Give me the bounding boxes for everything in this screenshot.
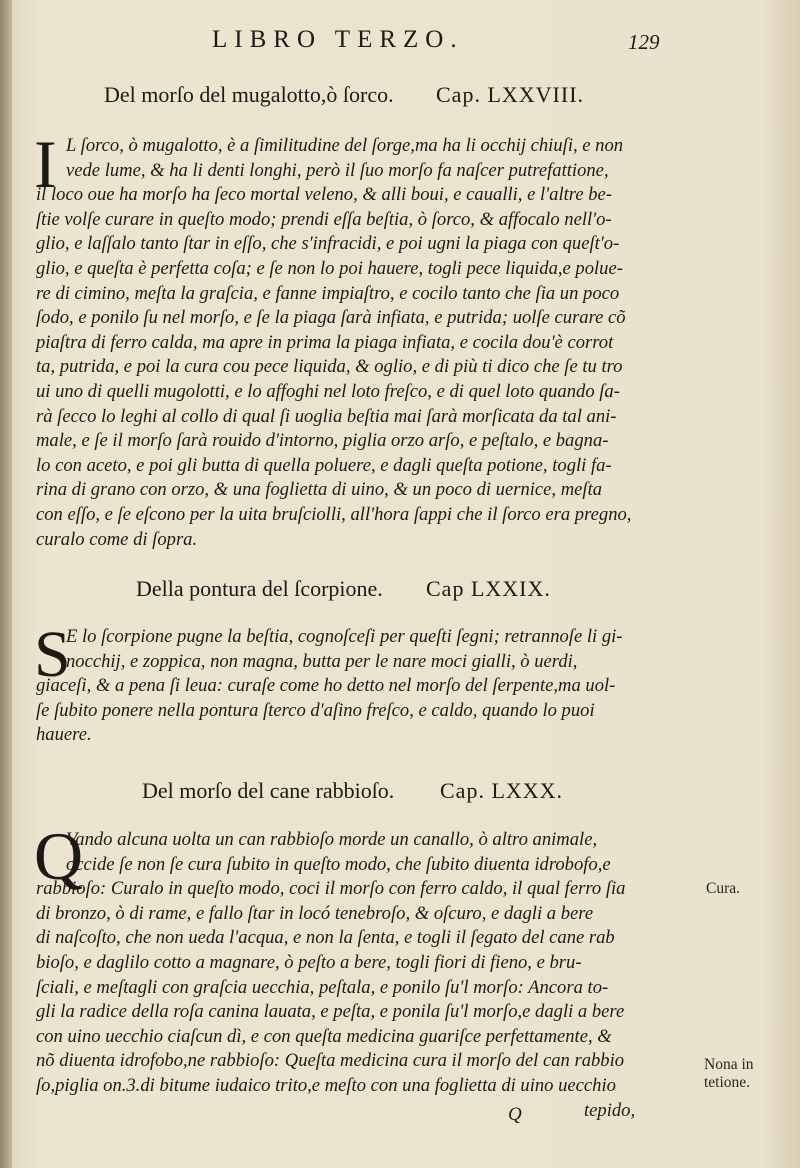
text-line: ui uno di quelli mugolotti, e lo affoghi nel loto freſco, e di quel loto quando ſa- bbox=[36, 380, 620, 402]
text-line: hauere. bbox=[36, 724, 92, 746]
text-line: E lo ſcorpione pugne la beſtia, cognoſceſi per queſti ſegni; retrannoſe li gi- bbox=[66, 626, 623, 647]
text-line: rà ſecco lo leghi al collo di qual ſi uoglia beſtia mai ſarà morſicata da tal ani- bbox=[36, 405, 617, 427]
text-line: Vando alcuna uolta un can rabbioſo morde un canallo, ò altro animale, bbox=[66, 829, 598, 850]
text-line: il loco oue ha morſo ha ſeco mortal veleno, & alli boui, e caualli, e l'altre be- bbox=[36, 184, 612, 206]
drop-cap-I: I bbox=[34, 126, 57, 202]
text-line: re di cimino, meſta la graſcia, e fanne impiaſtro, e cocilo tanto che ſia un poco bbox=[36, 282, 620, 304]
text-line: piaſtra di ferro calda, ma apre in prima la piaga infiata, e cocila dou'è corrot bbox=[36, 331, 614, 353]
page-number: 129 bbox=[628, 30, 660, 54]
text-line: nocchij, e zoppica, non magna, butta per le nare moci gialli, ò uerdi, bbox=[66, 650, 578, 672]
text-line: giaceſi, & a pena ſi leua: curaſe come ho detto nel morſo del ſerpente,ma uol- bbox=[36, 675, 616, 697]
chapter-text-79 bbox=[36, 625, 700, 748]
chapter-number-79: Cap LXXIX. bbox=[426, 576, 551, 601]
text-line: di bronzo, ò di rame, e fallo ſtar in locó tenebroſo, & oſcuro, e dagli a bere bbox=[36, 902, 594, 924]
chapter-title-78: Del morſo del mugalotto,ò ſorco. bbox=[104, 82, 394, 107]
drop-cap-Q: Q bbox=[34, 818, 84, 894]
chapter-number-78: Cap. LXXVIII. bbox=[436, 82, 585, 107]
text-line: vede lume, & ha li denti longhi, però il ſuo morſo fa naſcer putrefattione, bbox=[66, 159, 609, 181]
text-line: occide ſe non ſe cura ſubito in queſto modo, che ſubito diuenta idrobofo,e bbox=[66, 853, 611, 875]
text-line: ſodo, e ponilo ſu nel morſo, e ſe la piaga ſarà infiata, e putrida; uolſe curare cõ bbox=[36, 307, 626, 329]
text-line: di naſcoſto, che non ueda l'acqua, e non la ſenta, e togli il ſegato del cane rab bbox=[36, 927, 615, 949]
text-line: ta, putrida, e poi la cura cou pece liquida, & oglio, e di più ti dico che ſe tu tro bbox=[36, 356, 623, 378]
margin-note-nona: Nona in tetione. bbox=[704, 1056, 754, 1091]
catchword: Q bbox=[508, 1104, 522, 1125]
text-line: ſe ſubito ponere nella pontura ſterco d'aſino freſco, e caldo, quando lo puoi bbox=[36, 699, 595, 721]
text-line: nõ diuenta idrofobo,ne rabbioſo: Queſta medicina cura il morſo del can rabbio bbox=[36, 1050, 625, 1072]
chapter-text-78 bbox=[36, 134, 700, 552]
text-line: con eſſo, e ſe eſcono per la uita bruſciolli, all'hora ſappi che il ſorco era pregno, bbox=[36, 503, 632, 525]
text-line: gli la radice della roſa canina lauata, e peſta, e ponila ſu'l morſo,e dagli a bere bbox=[36, 1001, 625, 1023]
text-line: rabbioſo: Curalo in queſto modo, coci il morſo con ferro caldo, il qual ferro ſia bbox=[36, 878, 626, 900]
text-line: glio, e laſſalo tanto ſtar in eſſo, che s'infracidi, e poi ugni la piaga con queſt'o- bbox=[36, 233, 620, 255]
chapter-title-80: Del morſo del cane rabbioſo. bbox=[142, 778, 395, 803]
text-line: tepido, bbox=[584, 1099, 636, 1121]
text-line: ſtie volſe curare in queſto modo; prendi eſſa beſtia, ò ſorco, & affocalo nell'o- bbox=[36, 208, 612, 230]
text-line: ſo,piglia on.3.di bitume iudaico trito,e meſto con una foglietta di uino uecchio bbox=[36, 1074, 616, 1096]
drop-cap-S: S bbox=[34, 618, 71, 691]
text-line: male, e ſe il morſo ſarà rouido d'intorno, piglia orzo arſo, e peſtalo, e bagna- bbox=[36, 430, 609, 452]
chapter-title-79: Della pontura del ſcorpione. bbox=[136, 576, 383, 601]
running-title: LIBRO TERZO. bbox=[212, 26, 464, 53]
page-gutter bbox=[0, 0, 12, 1168]
text-line: con uino uecchio ciaſcun dì, e con queſta medicina guariſce perfettamente, & bbox=[36, 1025, 612, 1047]
running-head bbox=[0, 26, 800, 60]
chapter-text-80 bbox=[36, 828, 700, 1123]
margin-note-cura: Cura. bbox=[706, 880, 741, 897]
text-line: rina di grano con orzo, & una foglietta di uino, & un poco di uernice, meſta bbox=[36, 479, 603, 501]
chapter-number-80: Cap. LXXX. bbox=[440, 778, 564, 803]
text-line: curalo come di ſopra. bbox=[36, 528, 198, 550]
text-line: ſciali, e meſtagli con graſcia uecchia, peſtala, e ponilo ſu'l morſo: Ancora to- bbox=[36, 976, 609, 998]
text-line: bioſo, e daglilo cotto a magnare, ò peſto a bere, togli fiori di fieno, e bru- bbox=[36, 951, 582, 973]
text-line: lo con aceto, e poi gli butta di quella poluere, e dagli queſta potione, togli fa- bbox=[36, 454, 612, 476]
text-line: L ſorco, ò mugalotto, è a ſimilitudine del ſorge,ma ha li occhij chiuſi, e non bbox=[66, 135, 624, 156]
text-line: glio, e queſta è perfetta coſa; e ſe non lo poi hauere, togli pece liquida,e polue- bbox=[36, 257, 623, 279]
